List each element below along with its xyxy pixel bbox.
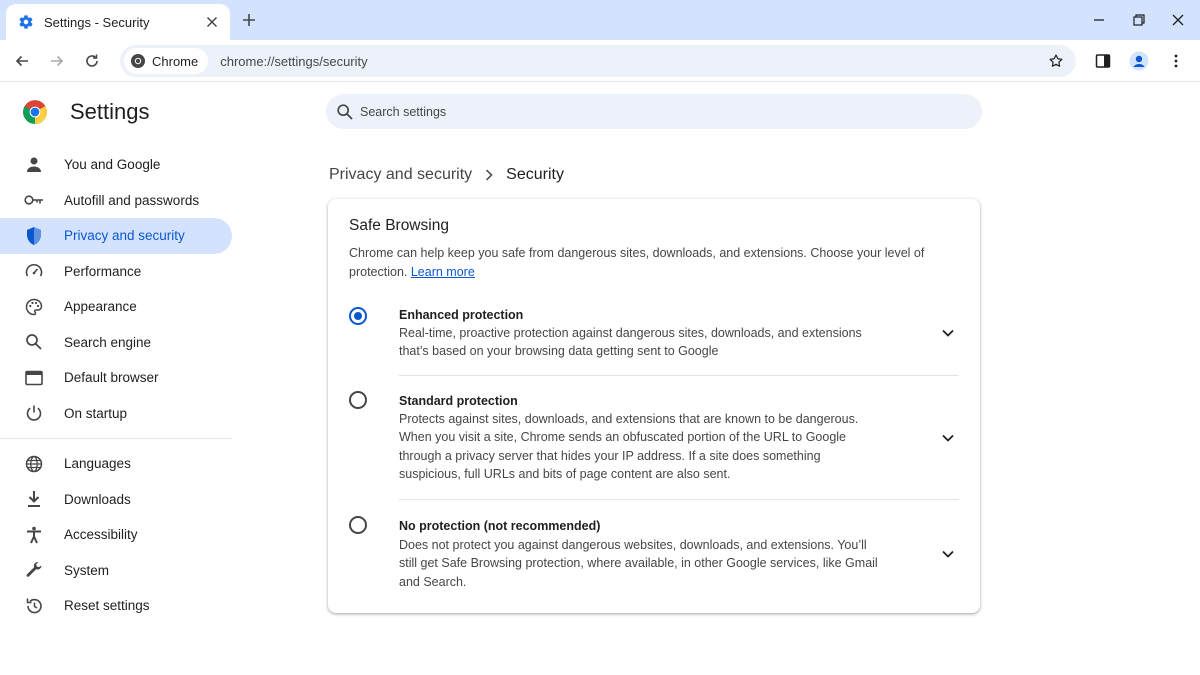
- search-icon: [336, 103, 354, 121]
- restore-icon: [1133, 14, 1145, 26]
- section-description: Chrome can help keep you safe from dangerous sites, downloads, and extensions. Choose your level of protection. Learn more: [349, 246, 925, 279]
- safe-browsing-card: [328, 199, 980, 613]
- page-title: Settings: [70, 99, 150, 124]
- menu-button[interactable]: [1166, 51, 1186, 71]
- close-tab-icon[interactable]: [204, 14, 220, 30]
- sidebar-item-system[interactable]: System: [0, 553, 232, 589]
- sidebar-item-you-and-google[interactable]: You and Google: [0, 147, 232, 183]
- chrome-logo-icon: [130, 53, 146, 69]
- chevron-down-icon: [942, 550, 954, 558]
- close-window-button[interactable]: [1169, 11, 1187, 29]
- reload-icon: [84, 53, 100, 69]
- person-icon: [24, 155, 44, 175]
- settings-header: [22, 99, 150, 125]
- section-title: Safe Browsing: [349, 217, 449, 234]
- back-button[interactable]: [12, 51, 32, 71]
- sidebar-item-accessibility[interactable]: Accessibility: [0, 517, 232, 553]
- site-info-chip[interactable]: [124, 48, 208, 74]
- standard-protection-radio[interactable]: [349, 391, 367, 409]
- browser-window-icon: [24, 368, 44, 388]
- breadcrumb-current: Security: [506, 166, 564, 183]
- accessibility-icon: [24, 525, 44, 545]
- chevron-down-icon: [942, 329, 954, 337]
- profile-button[interactable]: [1129, 51, 1149, 71]
- chevron-down-icon: [942, 434, 954, 442]
- sidebar-divider: [0, 438, 232, 439]
- chrome-logo-icon: [22, 99, 48, 125]
- forward-button[interactable]: [47, 51, 67, 71]
- arrow-right-icon: [49, 53, 65, 69]
- plus-icon: [242, 13, 256, 27]
- sidebar-item-reset-settings[interactable]: Reset settings: [0, 588, 232, 624]
- option-no-protection[interactable]: [328, 515, 980, 595]
- avatar-icon: [1129, 51, 1149, 71]
- sidebar-item-search-engine[interactable]: Search engine: [0, 325, 232, 361]
- wrench-icon: [24, 560, 44, 580]
- option-description: Does not protect you against dangerous websites, downloads, and extensions. You’ll still get Safe Browsing protection, where available, in other Google services, like Gmail and Search.: [399, 538, 878, 589]
- tab-title: Settings - Security: [44, 14, 150, 30]
- no-protection-radio[interactable]: [349, 516, 367, 534]
- expand-no-protection-button[interactable]: [938, 544, 958, 564]
- globe-icon: [24, 454, 44, 474]
- sidebar-item-appearance[interactable]: Appearance: [0, 289, 232, 325]
- sidebar-item-on-startup[interactable]: On startup: [0, 396, 232, 432]
- reset-icon: [24, 596, 44, 616]
- shield-icon: [24, 226, 44, 246]
- gear-icon: [18, 14, 34, 30]
- option-title: Standard protection: [399, 394, 518, 408]
- speedometer-icon: [24, 261, 44, 281]
- power-icon: [24, 403, 44, 423]
- expand-enhanced-button[interactable]: [938, 323, 958, 343]
- breadcrumb: [329, 166, 564, 184]
- sidebar-item-privacy-and-security[interactable]: Privacy and security: [0, 218, 232, 254]
- kebab-menu-icon: [1168, 53, 1184, 69]
- download-icon: [24, 489, 44, 509]
- option-standard-protection[interactable]: [328, 391, 980, 491]
- search-settings-box[interactable]: [326, 94, 982, 129]
- new-tab-button[interactable]: [240, 11, 258, 29]
- option-description: Real-time, proactive protection against dangerous sites, downloads, and extensions that’s based on your browsing data getting sent to Google: [399, 326, 862, 359]
- option-divider: [399, 375, 959, 376]
- expand-standard-button[interactable]: [938, 428, 958, 448]
- option-divider: [399, 499, 959, 500]
- option-description: Protects against sites, downloads, and extensions that are known to be dangerous. When you visit a site, Chrome sends an obfuscated portion of the URL to Google through a privacy server that hides your IP address. If a site does something suspicious, full URLs and bits of page content are also sent.: [399, 412, 859, 481]
- option-title: No protection (not recommended): [399, 519, 601, 533]
- arrow-left-icon: [14, 53, 30, 69]
- tab-settings-security[interactable]: [6, 4, 230, 40]
- sidebar-item-downloads[interactable]: Downloads: [0, 482, 232, 518]
- palette-icon: [24, 297, 44, 317]
- toolbar: [0, 40, 1200, 82]
- sidebar-item-performance[interactable]: Performance: [0, 254, 232, 290]
- option-enhanced-protection[interactable]: [328, 306, 980, 376]
- sidebar: [0, 147, 232, 624]
- search-icon: [24, 332, 44, 352]
- sidebar-item-default-browser[interactable]: Default browser: [0, 360, 232, 396]
- bookmark-star-icon[interactable]: [1046, 51, 1066, 71]
- option-title: Enhanced protection: [399, 308, 524, 322]
- enhanced-protection-radio[interactable]: [349, 307, 367, 325]
- side-panel-button[interactable]: [1093, 51, 1113, 71]
- reload-button[interactable]: [82, 51, 102, 71]
- minimize-icon: [1093, 14, 1105, 26]
- learn-more-link[interactable]: Learn more: [410, 265, 475, 279]
- sidebar-item-autofill[interactable]: Autofill and passwords: [0, 183, 232, 219]
- address-bar[interactable]: [120, 45, 1076, 77]
- close-icon: [1172, 14, 1184, 26]
- sidebar-item-languages[interactable]: Languages: [0, 446, 232, 482]
- url-text[interactable]: chrome://settings/security: [220, 53, 368, 69]
- key-icon: [24, 190, 44, 210]
- restore-button[interactable]: [1130, 11, 1148, 29]
- breadcrumb-parent-link[interactable]: Privacy and security: [329, 166, 473, 183]
- tab-strip: [0, 0, 1200, 40]
- minimize-button[interactable]: [1090, 11, 1108, 29]
- chip-label: Chrome: [152, 53, 199, 69]
- chevron-right-icon: [480, 166, 498, 184]
- search-input[interactable]: [360, 105, 920, 119]
- side-panel-icon: [1095, 53, 1111, 69]
